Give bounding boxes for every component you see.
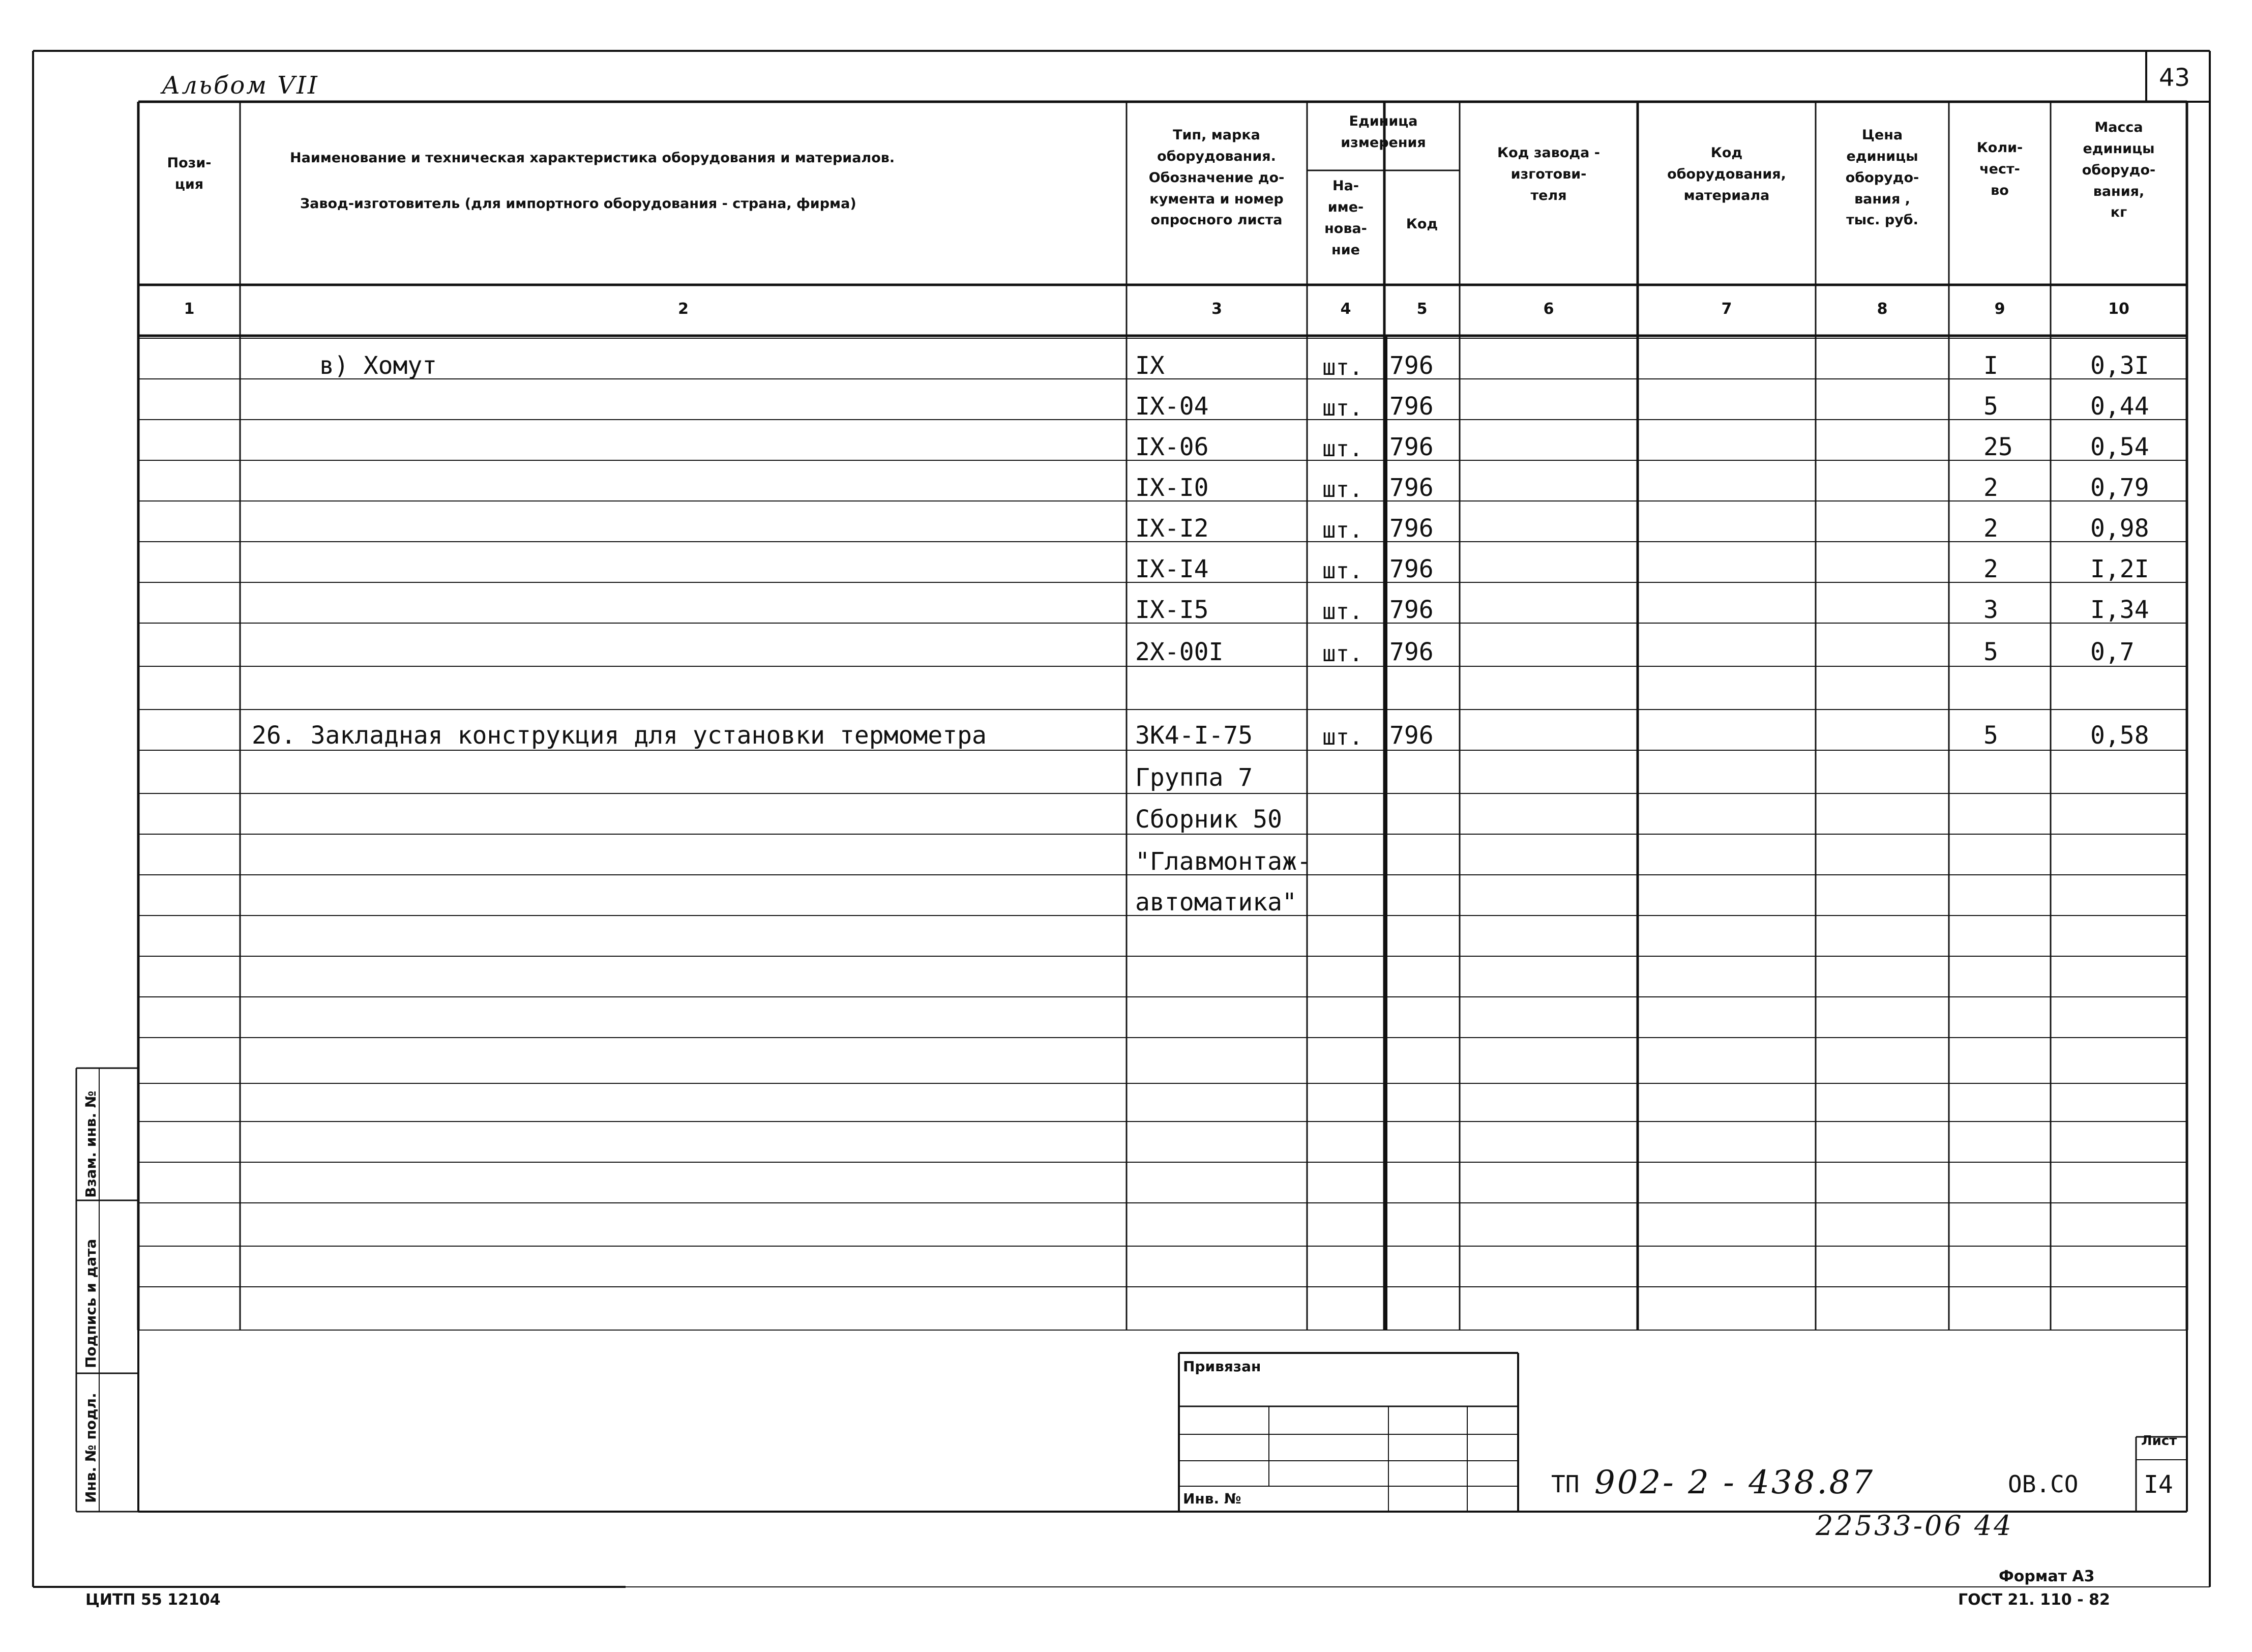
row-qty: 3 <box>1983 596 1998 624</box>
side-label-podpis: Подпись и дата <box>82 1238 99 1368</box>
row-unit: шт. <box>1322 436 1363 462</box>
header-mass <box>2055 117 2182 223</box>
header-type-line: Обозначение до- <box>1148 169 1285 186</box>
header-quantity-line: во <box>1991 182 2009 198</box>
row-name: в) Хомут <box>319 351 437 380</box>
header-equipment-code-line: материала <box>1683 187 1770 203</box>
header-unit-name-line: име- <box>1327 199 1364 215</box>
header-unit-name-line: нова- <box>1324 220 1367 237</box>
row-qty: 25 <box>1983 433 2013 461</box>
footer-gost: ГОСТ 21. 110 - 82 <box>1958 1591 2110 1609</box>
header-mass-line: оборудо- <box>2082 162 2156 178</box>
stamp-privyazan: Привязан <box>1183 1358 1261 1375</box>
row-qty: 5 <box>1983 638 1998 666</box>
header-plant-code-line: изготови- <box>1510 166 1587 182</box>
album-label: Альбом VII <box>162 71 319 100</box>
side-label-vzam: Взам. инв. № <box>82 1090 99 1198</box>
footer-citp: ЦИТП 55 12104 <box>85 1591 221 1609</box>
header-price-line: Цена <box>1861 127 1903 143</box>
row-unit: шт. <box>1322 599 1363 625</box>
row-mass: 0,7 <box>2090 638 2135 666</box>
header-type-line: оборудования. <box>1157 148 1276 164</box>
column-number: 2 <box>678 300 689 318</box>
header-unit-line: Единица <box>1349 113 1418 129</box>
row-type: IX-04 <box>1135 392 1209 421</box>
row-qty: 5 <box>1983 721 1998 750</box>
row-mass: 0,54 <box>2090 433 2149 461</box>
header-mass-line: кг <box>2110 204 2127 221</box>
header-type-line: Тип, марка <box>1173 127 1260 143</box>
row-mass: I,2I <box>2090 555 2149 583</box>
column-number: 1 <box>184 300 195 318</box>
row-qty: I <box>1983 351 1998 380</box>
header-type <box>1130 125 1303 231</box>
row-code: 796 <box>1389 351 1434 380</box>
row-type: автоматика" <box>1135 888 1297 917</box>
handwritten-number: 22533-06 44 <box>1816 1510 2013 1542</box>
column-number: 9 <box>1994 300 2005 318</box>
list-label: Лист <box>2141 1433 2177 1449</box>
header-position-line: ция <box>174 176 204 192</box>
row-qty: 2 <box>1983 555 1998 583</box>
doc-suffix: ОВ.СО <box>2008 1470 2079 1498</box>
row-unit: шт. <box>1322 517 1363 543</box>
row-unit: шт. <box>1322 477 1363 503</box>
row-code: 796 <box>1389 514 1434 543</box>
row-type: "Главмонтаж- <box>1135 847 1312 876</box>
header-type-line: кумента и номер <box>1149 191 1284 207</box>
header-equipment-code <box>1643 142 1811 206</box>
row-mass: 0,44 <box>2090 392 2149 421</box>
row-code: 796 <box>1389 474 1434 502</box>
row-code: 796 <box>1389 392 1434 421</box>
header-equipment-code-line: Код <box>1710 145 1743 161</box>
row-qty: 2 <box>1983 514 1998 543</box>
row-code: 796 <box>1389 638 1434 666</box>
row-code: 796 <box>1389 721 1434 750</box>
header-unit-name-line: На- <box>1332 178 1359 194</box>
row-unit: шт. <box>1322 395 1363 421</box>
header-unit <box>1310 111 1457 154</box>
doc-code-handwritten: 902- 2 - 438.87 <box>1594 1464 1875 1501</box>
row-type: IX-I4 <box>1135 555 1209 583</box>
header-quantity-line: чест- <box>1979 161 2020 177</box>
header-name-line1: Наименование и техническая характеристика оборудования и материалов. <box>290 150 895 166</box>
column-number: 6 <box>1543 300 1554 318</box>
row-type: IX-I0 <box>1135 474 1209 502</box>
list-number: I4 <box>2144 1470 2173 1499</box>
header-price-line: тыс. руб. <box>1846 212 1918 228</box>
row-mass: 0,58 <box>2090 721 2149 750</box>
row-type: 2X-00I <box>1135 638 1224 666</box>
row-unit: шт. <box>1322 641 1363 667</box>
header-price <box>1819 125 1946 231</box>
row-qty: 2 <box>1983 474 1998 502</box>
header-name-line2: Завод-изготовитель (для импортного оборудования - страна, фирма) <box>300 196 856 212</box>
header-quantity-line: Коли- <box>1976 140 2023 156</box>
header-plant-code-line: теля <box>1530 187 1567 203</box>
row-name: 26. Закладная конструкция для установки термометра <box>252 721 987 750</box>
header-quantity <box>1951 137 2048 201</box>
row-mass: 0,98 <box>2090 514 2149 543</box>
page-number: 43 <box>2159 64 2190 92</box>
header-plant-code-line: Код завода - <box>1497 145 1600 161</box>
doc-code-printed: ТП <box>1551 1470 1580 1498</box>
row-mass: 0,3I <box>2090 351 2149 380</box>
column-number: 10 <box>2108 300 2129 318</box>
row-type: ЗК4-I-75 <box>1135 721 1253 750</box>
header-mass-line: Масса <box>2094 120 2143 135</box>
header-unit-code-line: Код <box>1406 216 1438 232</box>
row-unit: шт. <box>1322 355 1363 380</box>
header-mass-line: единицы <box>2083 140 2155 157</box>
header-unit-name-line: ние <box>1331 242 1360 258</box>
row-unit: шт. <box>1322 724 1363 750</box>
side-label-inv: Инв. № подл. <box>82 1393 99 1503</box>
header-mass-line: вания, <box>2093 183 2145 199</box>
row-type: IX-06 <box>1135 433 1209 461</box>
row-type: IX-I5 <box>1135 596 1209 624</box>
column-number: 3 <box>1211 300 1222 318</box>
stamp-inv-no: Инв. № <box>1183 1490 1241 1507</box>
column-number: 4 <box>1340 300 1351 318</box>
row-code: 796 <box>1389 433 1434 461</box>
header-price-line: вания , <box>1854 191 1910 207</box>
header-unit-code <box>1386 214 1458 235</box>
column-number: 5 <box>1416 300 1428 318</box>
row-type: Группа 7 <box>1135 763 1253 792</box>
row-mass: I,34 <box>2090 596 2149 624</box>
footer-format: Формат А3 <box>1999 1568 2095 1585</box>
header-type-line: опросного листа <box>1150 212 1283 228</box>
header-position-line: Пози- <box>167 155 212 171</box>
row-mass: 0,79 <box>2090 474 2149 502</box>
header-unit-name <box>1310 175 1381 260</box>
header-equipment-code-line: оборудования, <box>1667 166 1786 182</box>
row-code: 796 <box>1389 596 1434 624</box>
column-number: 7 <box>1721 300 1732 318</box>
row-type: Сборник 50 <box>1135 805 1282 834</box>
row-type: IX-I2 <box>1135 514 1209 543</box>
row-code: 796 <box>1389 555 1434 583</box>
column-number: 8 <box>1877 300 1888 318</box>
header-price-line: оборудо- <box>1845 169 1919 186</box>
row-type: IX <box>1135 351 1165 380</box>
header-position <box>141 153 238 195</box>
header-price-line: единицы <box>1846 148 1918 164</box>
header-plant-code <box>1465 142 1633 206</box>
row-unit: шт. <box>1322 558 1363 584</box>
row-qty: 5 <box>1983 392 1998 421</box>
header-unit-line: измерения <box>1341 134 1426 151</box>
